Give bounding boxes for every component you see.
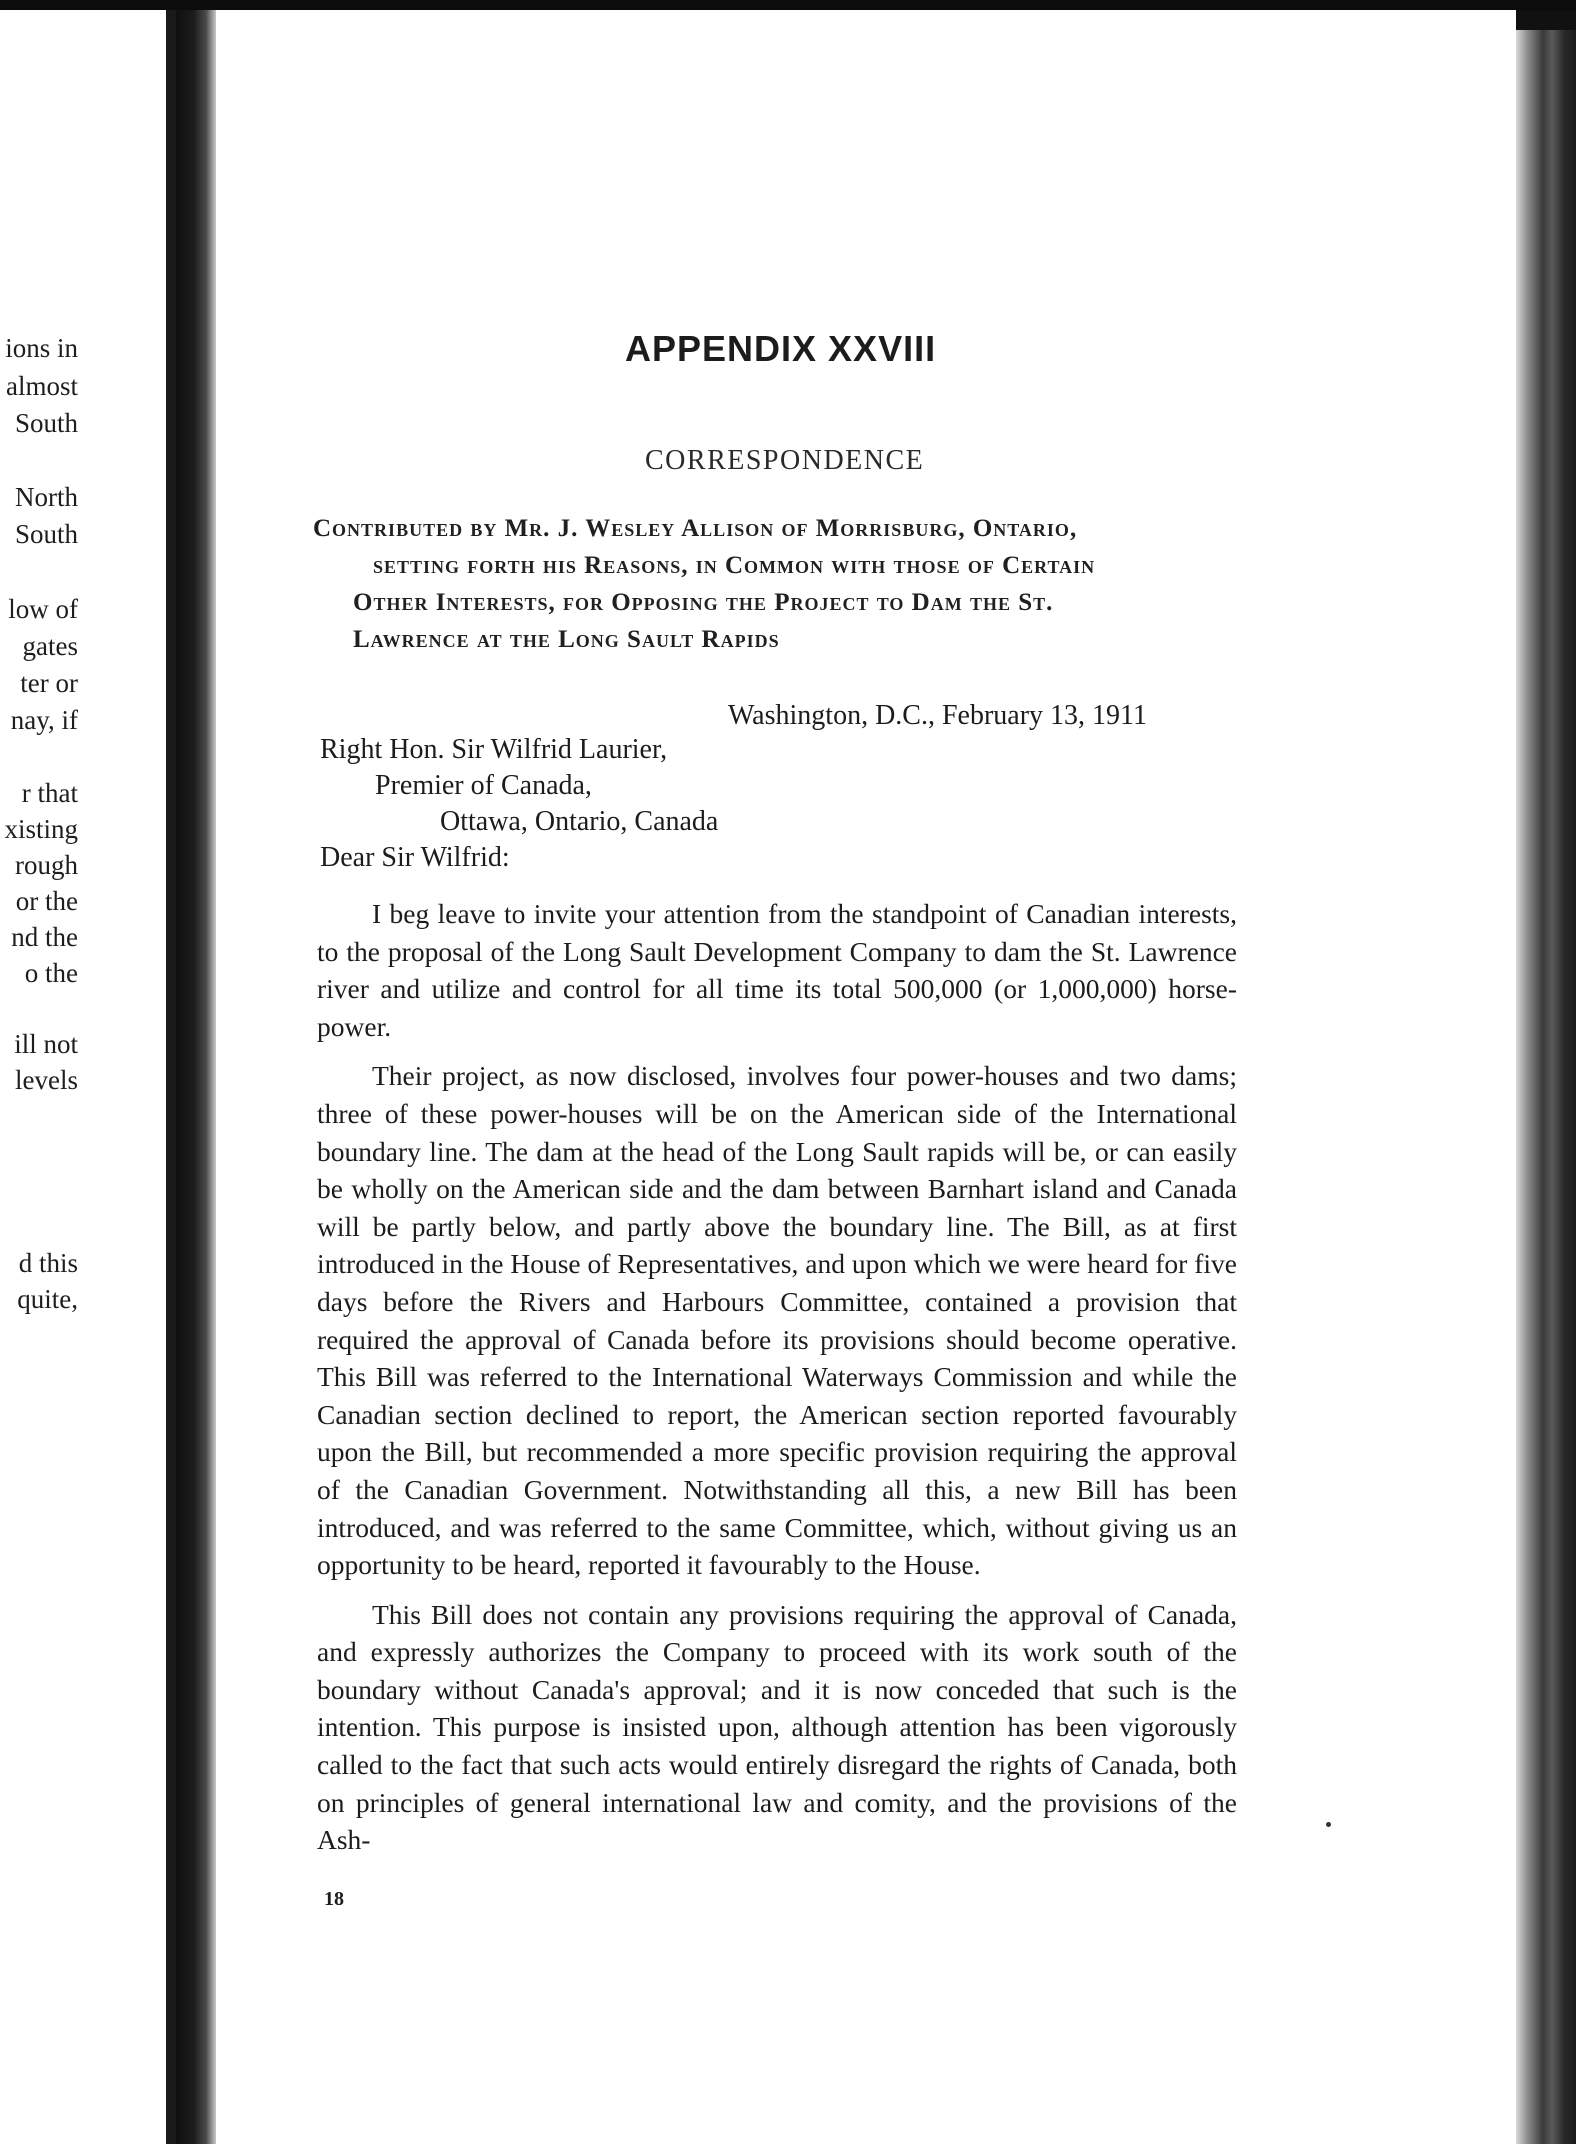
left-line: South: [14, 519, 78, 549]
page-stack-edge: [1516, 30, 1576, 2144]
recipient-address: Ottawa, Ontario, Canada: [440, 806, 719, 837]
section-subheading: CORRESPONDENCE: [645, 445, 925, 476]
left-line: quite,: [17, 1284, 78, 1314]
letter-paragraph: This Bill does not contain any provisions requiring the approval of Canada, and expressly authorizes the Company to proceed with its work south of the boundary without Canada's approval; and it is now conceded that such is the intention. This purpose is insisted upon, although attention has been vigorously called to the fact that such acts would entirely disregard the rights of Canada, both on principles of general international law and comity, and the provisions of the Ash-: [317, 1598, 1237, 1856]
left-line: o the: [24, 958, 78, 988]
left-line: levels: [15, 1065, 78, 1095]
recipient-title: Premier of Canada,: [375, 770, 592, 801]
letter-paragraph: I beg leave to invite your attention from the standpoint of Canadian interests, to the proposal of the Long Sault Development Company to dam the St. Lawrence river and utilize and control for all time its total 500,000 (or 1,000,000) horse-power.: [317, 898, 1237, 1042]
book-gutter: [176, 10, 216, 2144]
left-line: or the: [15, 886, 78, 916]
previous-page-edge: [0, 10, 176, 2144]
left-line: South: [14, 408, 78, 438]
left-line: xisting: [4, 814, 78, 844]
page-number: 18: [324, 1888, 344, 1910]
left-line: nay, if: [10, 705, 78, 735]
left-line: gates: [22, 631, 78, 661]
contribution-heading: [313, 510, 1263, 658]
contribution-line: setting forth his Reasons, in Common with those of Certain: [373, 552, 1096, 579]
salutation: Dear Sir Wilfrid:: [320, 842, 510, 873]
recipient-name: Right Hon. Sir Wilfrid Laurier,: [320, 734, 668, 765]
scan-top-border: [0, 0, 1576, 10]
left-line: low of: [8, 594, 78, 624]
letter-body: [317, 895, 1237, 1871]
letter-paragraph: Their project, as now disclosed, involves four power-houses and two dams; three of these power-houses will be on the American side of the International boundary line. The dam at the head of the Long Sault rapids will be, or can easily be wholly on the American side and the dam between Barnhart island and Canada will be partly below, and partly above the boundary line. The Bill, as at first introduced in the House of Representatives, and upon which we were heard for five days before the Rivers and Harbours Committee, contained a provision that required the approval of Canada before its provisions should become operative. This Bill was referred to the International Waterways Commission and while the Canadian section declined to report, the American section reported favourably upon the Bill, but recommended a more specific provision requiring the approval of the Canadian Government. Notwithstanding all this, a new Bill has been introduced, and was referred to the same Committee, which, without giving us an opportunity to be heard, reported it favourably to the House.: [317, 1060, 1237, 1581]
left-line: ill not: [14, 1029, 78, 1059]
page-speck: [1326, 1822, 1331, 1827]
left-line: nd the: [11, 922, 78, 952]
contribution-line: Contributed by Mr. J. Wesley Allison of Morrisburg, Ontario,: [313, 515, 1078, 542]
contribution-line: Lawrence at the Long Sault Rapids: [353, 626, 780, 653]
left-line: ions in: [5, 333, 78, 363]
left-line: r that: [21, 778, 78, 808]
contribution-line: Other Interests, for Opposing the Project to Dam the St.: [353, 589, 1054, 616]
left-line: North: [15, 482, 78, 512]
left-line: d this: [18, 1248, 78, 1278]
left-line: ter or: [20, 668, 78, 698]
left-line: rough: [15, 850, 78, 880]
appendix-heading: APPENDIX XXVIII: [625, 328, 937, 369]
left-line: almost: [6, 371, 78, 401]
letter-date: Washington, D.C., February 13, 1911: [728, 700, 1148, 731]
